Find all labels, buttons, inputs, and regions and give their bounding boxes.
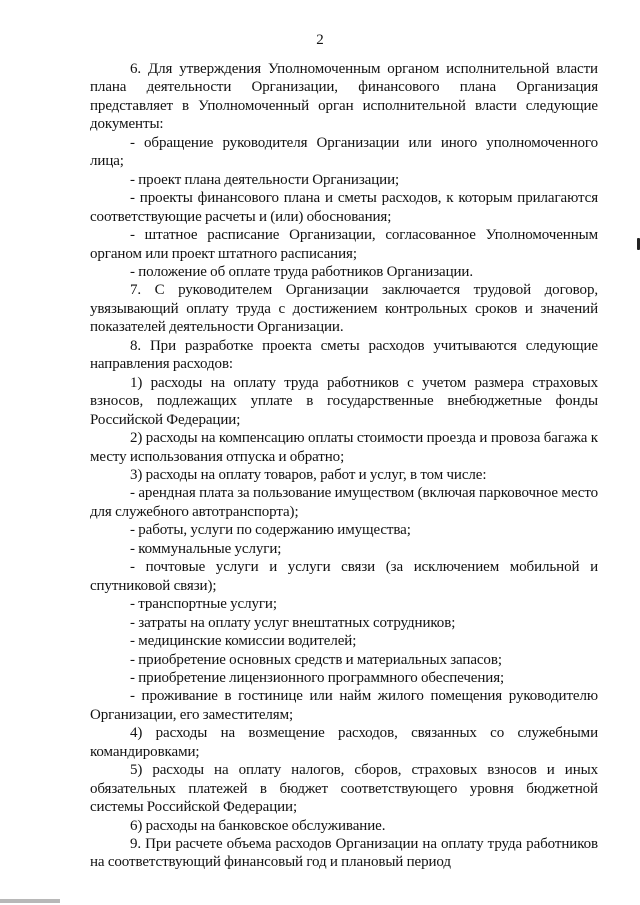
list-item: 3) расходы на оплату товаров, работ и услуг, в том числе: [130,466,487,483]
list-item: 6) расходы на банковское обслуживание. [130,817,386,834]
list-item: - затраты на оплату услуг внештатных сотрудников; [130,614,456,631]
list-item: - проект плана деятельности Организации; [130,171,400,188]
list-item: - работы, услуги по содержанию имущества; [130,522,411,539]
paragraph-7: 7. С руководителем Организации заключается трудовой договор, увязывающий оплату труда с достижением контрольных сроков и значений показателей деятельности Организации. [90,282,598,336]
list-item: 2) расходы на компенсацию оплаты стоимости проезда и провоза багажа к месту использования отпуска и обратно; [90,430,598,465]
list-item: - транспортные услуги; [130,596,277,613]
list-item: - арендная плата за пользование имуществом (включая парковочное место для служебного автотранспорта); [90,485,598,520]
list-item: - почтовые услуги и услуги связи (за исключением мобильной и спутниковой связи); [90,559,598,594]
list-item: - проекты финансового плана и сметы расходов, к которым прилагаются соответствующие расчеты и (или) обоснования; [90,190,598,225]
page-number: 2 [316,32,324,48]
scan-bottom-artifact [0,893,640,905]
list-item: - проживание в гостинице или найм жилого помещения руководителю Организации, его заместителям; [90,688,598,723]
paragraph-8: 8. При разработке проекта сметы расходов учитываются следующие направления расходов: [90,337,598,373]
list-item: 1) расходы на оплату труда работников с учетом размера страховых взносов, подлежащих уплате в государственные внебюджетные фонды Российской Федерации; [90,374,598,428]
list-item: - приобретение лицензионного программного обеспечения; [130,669,505,686]
list-item: - положение об оплате труда работников Организации. [130,263,474,280]
list-item: - медицинские комиссии водителей; [130,633,357,650]
list-item: 4) расходы на возмещение расходов, связанных со служебными командировками; [90,725,598,760]
list-item: 5) расходы на оплату налогов, сборов, страховых взносов и иных обязательных платежей в бюджет соответствующего уровня бюджетной системы Российской Федерации; [90,762,598,816]
list-item: - коммунальные услуги; [130,540,282,557]
document-body [90,60,598,872]
list-item: - приобретение основных средств и материальных запасов; [130,651,502,668]
paragraph-9: 9. При расчете объема расходов Организации на оплату труда работников на соответствующий финансовый год и плановый период [90,836,598,871]
list-item: - обращение руководителя Организации или иного уполномоченного лица; [90,134,598,170]
paragraph-6: 6. Для утверждения Уполномоченным органом исполнительной власти плана деятельности Организации, финансового плана Организация представляет в Уполномоченный орган исполнительной власти следующие документы: [90,61,598,133]
list-item: - штатное расписание Организации, согласованное Уполномоченным органом или проект штатного расписания; [90,227,598,262]
